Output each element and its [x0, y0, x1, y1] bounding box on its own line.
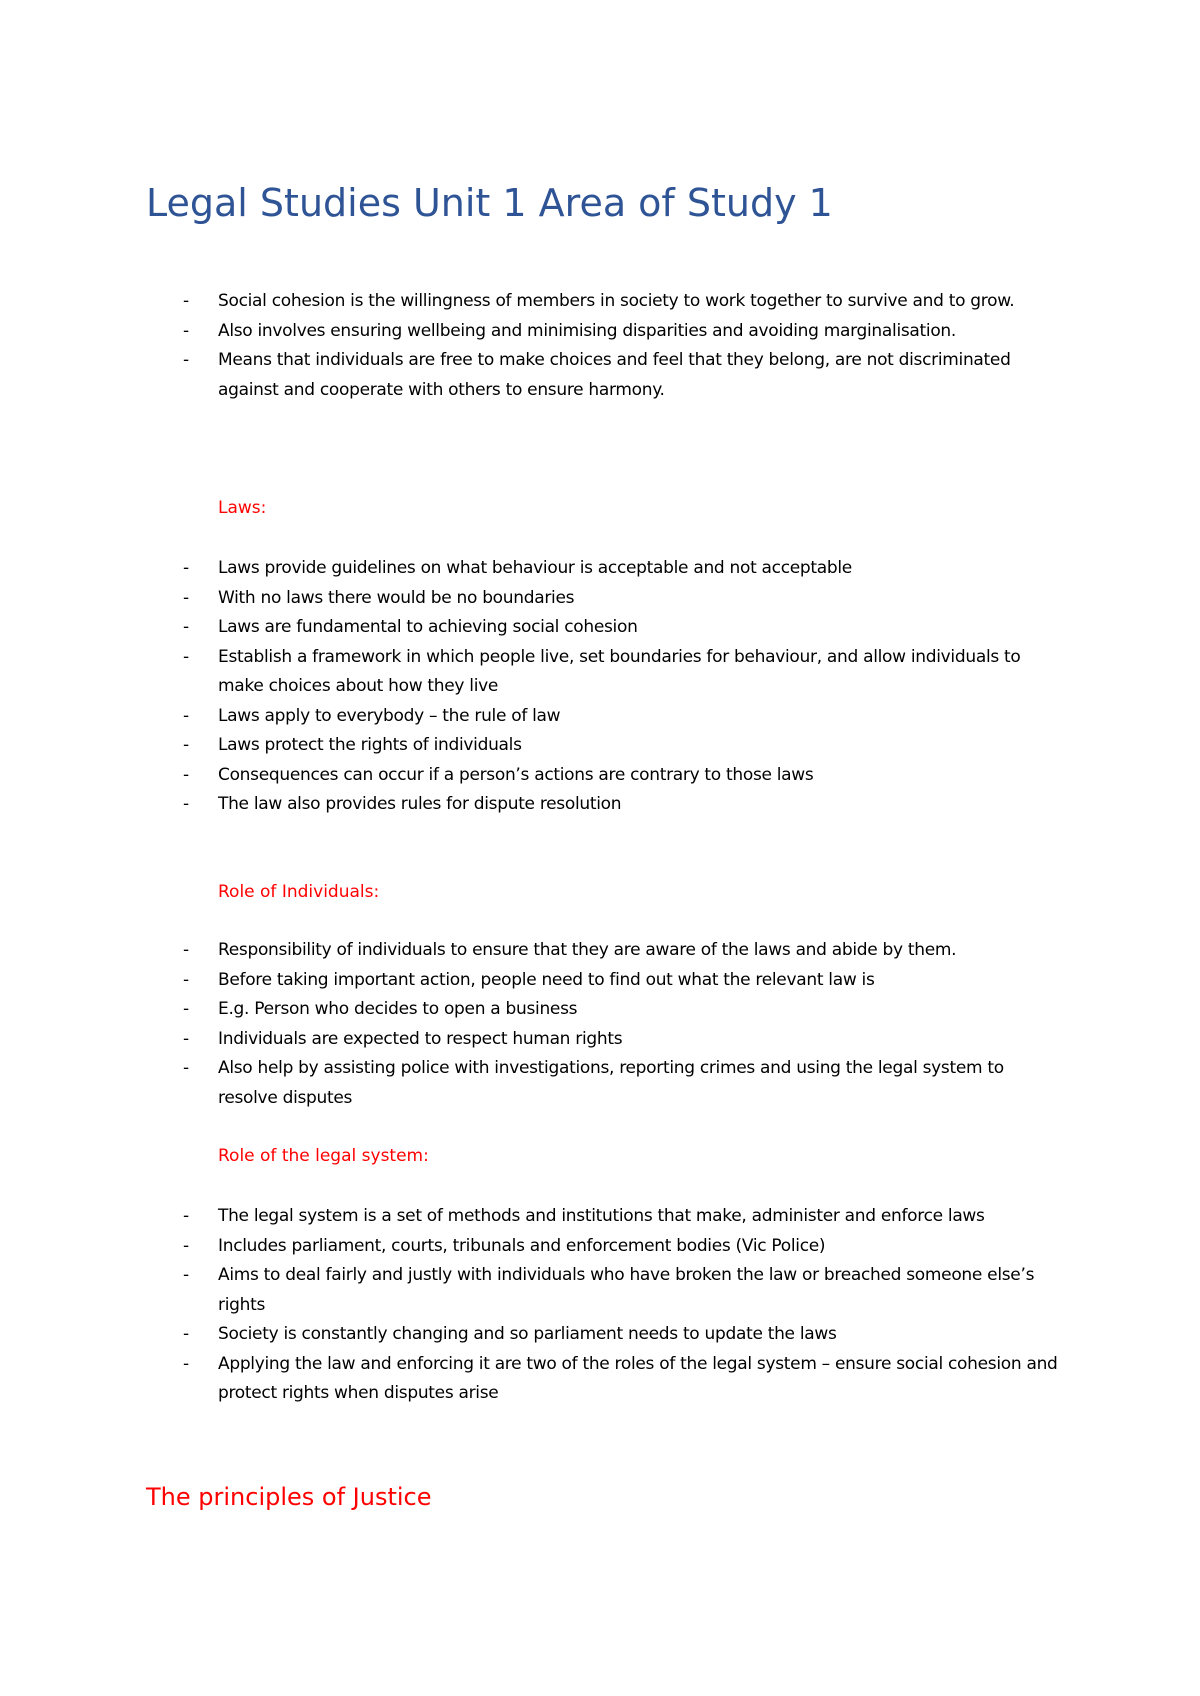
list-item-text: With no laws there would be no boundaries: [218, 587, 575, 608]
list-item-text: Also help by assisting police with investigations, reporting crimes and using the legal system to resolve disputes: [218, 1058, 1004, 1108]
list-item: [0, 584, 1200, 614]
list-item: [0, 702, 1200, 732]
list-item-text: Laws protect the rights of individuals: [218, 735, 522, 755]
list-item-text: Social cohesion is the willingness of members in society to work together to survive and to grow.: [218, 291, 1015, 311]
laws-heading: Laws:: [218, 498, 267, 518]
list-item: [0, 790, 1200, 820]
list-item-text: Responsibility of individuals to ensure that they are aware of the laws and abide by them.: [218, 940, 957, 960]
principles-of-justice-heading: The principles of Justice: [146, 1483, 432, 1511]
list-item-text: Society is constantly changing and so parliament needs to update the laws: [218, 1324, 837, 1344]
bullet-dash: -: [183, 587, 189, 608]
list-item: [0, 1261, 1200, 1320]
list-item: [0, 317, 1200, 347]
list-item-text: The legal system is a set of methods and institutions that make, administer and enforce laws: [218, 1206, 985, 1226]
list-item: [0, 1350, 1200, 1409]
list-item: [0, 1054, 1200, 1113]
list-item-text: Establish a framework in which people live, set boundaries for behaviour, and allow individuals to make choices about how they live: [218, 646, 1021, 696]
list-item: [0, 554, 1200, 584]
list-item: [0, 613, 1200, 643]
bullet-dash: -: [183, 350, 189, 370]
bullet-dash: -: [183, 646, 189, 667]
bullet-dash: -: [183, 291, 189, 311]
legal-system-list: [0, 1202, 1200, 1409]
bullet-dash: -: [183, 1206, 189, 1226]
bullet-dash: -: [183, 1353, 189, 1374]
list-item: [0, 346, 1200, 405]
individuals-heading: Role of Individuals:: [218, 882, 380, 902]
bullet-dash: -: [183, 1028, 189, 1049]
list-item-text: Also involves ensuring wellbeing and minimising disparities and avoiding marginalisation.: [218, 320, 957, 341]
list-item-text: Includes parliament, courts, tribunals and enforcement bodies (Vic Police): [218, 1235, 826, 1256]
document-title: Legal Studies Unit 1 Area of Study 1: [146, 181, 833, 225]
list-item: [0, 995, 1200, 1025]
bullet-dash: -: [183, 969, 189, 990]
bullet-dash: -: [183, 1265, 189, 1285]
bullet-dash: -: [183, 1058, 189, 1078]
list-item: [0, 731, 1200, 761]
list-item-text: Laws are fundamental to achieving social cohesion: [218, 617, 638, 637]
list-item: [0, 1025, 1200, 1055]
intro-section: [0, 287, 1200, 405]
bullet-dash: -: [183, 764, 189, 785]
list-item-text: The law also provides rules for dispute resolution: [218, 794, 622, 814]
list-item: [0, 287, 1200, 317]
list-item-text: Laws provide guidelines on what behaviour is acceptable and not acceptable: [218, 558, 852, 578]
bullet-dash: -: [183, 794, 189, 814]
legal-system-section: [0, 1202, 1200, 1409]
list-item-text: Before taking important action, people need to find out what the relevant law is: [218, 969, 875, 990]
list-item-text: Means that individuals are free to make choices and feel that they belong, are not discriminated against and cooperate with others to ensure harmony.: [218, 350, 1011, 400]
bullet-dash: -: [183, 705, 189, 726]
list-item-text: Laws apply to everybody – the rule of law: [218, 705, 561, 726]
list-item-text: Individuals are expected to respect human rights: [218, 1028, 623, 1049]
legal-system-heading: Role of the legal system:: [218, 1146, 429, 1166]
list-item-text: Applying the law and enforcing it are two of the roles of the legal system – ensure social cohesion and protect rights when disputes arise: [218, 1353, 1058, 1403]
bullet-dash: -: [183, 558, 189, 578]
individuals-section: [0, 936, 1200, 1113]
list-item: [0, 643, 1200, 702]
bullet-dash: -: [183, 999, 189, 1019]
list-item-text: Aims to deal fairly and justly with individuals who have broken the law or breached someone else’s rights: [218, 1265, 1035, 1315]
list-item: [0, 936, 1200, 966]
bullet-dash: -: [183, 1324, 189, 1344]
list-item-text: E.g. Person who decides to open a business: [218, 999, 578, 1019]
laws-section: [0, 554, 1200, 820]
bullet-dash: -: [183, 735, 189, 755]
laws-list: [0, 554, 1200, 820]
bullet-dash: -: [183, 1235, 189, 1256]
bullet-dash: -: [183, 617, 189, 637]
individuals-list: [0, 936, 1200, 1113]
intro-list: [0, 287, 1200, 405]
list-item: [0, 1232, 1200, 1262]
list-item: [0, 1202, 1200, 1232]
list-item: [0, 761, 1200, 791]
bullet-dash: -: [183, 320, 189, 341]
list-item: [0, 1320, 1200, 1350]
bullet-dash: -: [183, 940, 189, 960]
list-item-text: Consequences can occur if a person’s actions are contrary to those laws: [218, 764, 814, 785]
list-item: [0, 966, 1200, 996]
